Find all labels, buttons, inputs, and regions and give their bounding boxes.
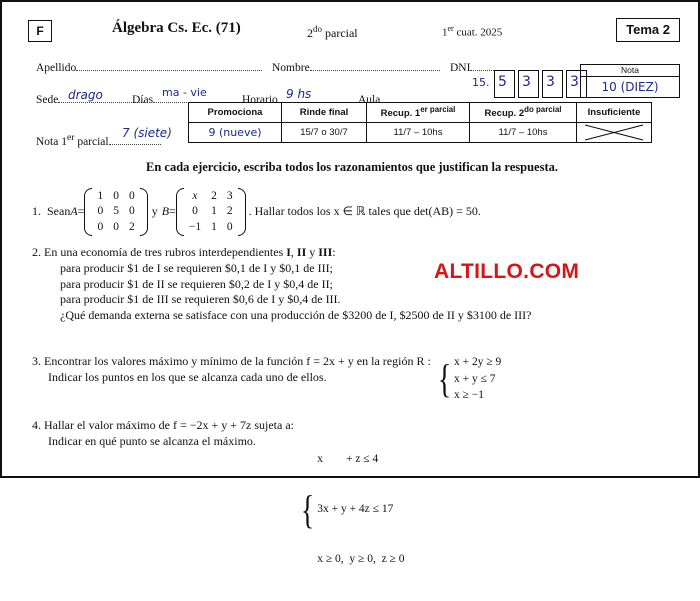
cross-out-icon xyxy=(577,123,651,142)
constraint: x + z ≤ 4 xyxy=(317,453,379,466)
nota-primer-parcial-sup: er xyxy=(66,132,75,143)
table-header-row xyxy=(189,103,652,123)
constraint: x ≥ −1 xyxy=(454,389,485,402)
line1-end: : xyxy=(332,245,336,259)
th-recup-2 xyxy=(470,103,577,123)
horario-value-handwriting: 9 hs xyxy=(286,87,312,101)
exercise-2-number: 2. xyxy=(32,245,41,259)
constraint: x + y ≤ 7 xyxy=(454,372,496,385)
sep2: y xyxy=(306,245,319,259)
matrix-a-cell: 2 xyxy=(128,220,135,233)
nota-value: 10 (DIEZ) xyxy=(601,80,659,94)
matrix-b-cell: 1 xyxy=(211,205,217,218)
nota-primer-parcial-input[interactable] xyxy=(109,144,161,145)
matrix-a-cell: 0 xyxy=(128,205,135,218)
exercise-2-line2: para producir $1 de I se requieren $0,1 de I y $0,1 de III; xyxy=(60,260,333,275)
exercise-4-line2: Indicar en qué punto se alcanza el máximo. xyxy=(48,433,256,448)
term-number: 1 xyxy=(442,26,448,39)
exercise-1-mid: y xyxy=(151,204,158,219)
exercise-4-line1-text: Hallar el valor máximo de f = −2x + y + 7z sujeta a: xyxy=(44,418,294,432)
exercise-2-line5: ¿Qué demanda externa se satisface con una producción de $3200 de I, $2500 de II y $3100 de III? xyxy=(60,308,532,323)
tema-label: Tema 2 xyxy=(626,22,670,37)
matrix-b-left-paren xyxy=(176,188,184,236)
matrix-b-body xyxy=(184,189,238,235)
matrix-a-right-paren xyxy=(140,188,148,236)
th-recup-1-sup: er parcial xyxy=(420,105,456,115)
exercise-1-eq1: = xyxy=(77,204,85,219)
matrix-b-cell: 0 xyxy=(192,205,198,218)
exercise-1-tail: . Hallar todos los x ∈ ℝ tales que det(AB) = 50. xyxy=(248,204,481,219)
dni-digit-value: 5 xyxy=(498,74,507,90)
nombre-input[interactable] xyxy=(310,70,440,71)
dni-dots xyxy=(470,70,496,71)
dni-field xyxy=(450,62,496,74)
th-recup-2-text: Recup. 2 xyxy=(484,108,525,120)
matrix-a-left-paren xyxy=(84,188,92,236)
dni-digit-cell[interactable] xyxy=(542,70,563,98)
exercise-4-number: 4. xyxy=(32,418,41,432)
exercise-4-brace: { xyxy=(300,487,315,533)
page-title: Álgebra Cs. Ec. (71) xyxy=(112,20,241,36)
nombre-label: Nombre xyxy=(272,62,310,74)
nombre-field xyxy=(272,62,440,74)
form-code-box xyxy=(28,20,52,42)
matrix-a xyxy=(84,188,147,236)
th-rinde-final: Rinde final xyxy=(282,103,367,123)
dni-label: DNI xyxy=(450,62,471,74)
matrix-a-cell: 0 xyxy=(128,190,135,203)
watermark: ALTILLO.COM xyxy=(434,260,580,283)
table-row xyxy=(189,123,652,143)
nota-primer-parcial-handwriting: 7 (siete) xyxy=(122,126,172,140)
nota-box xyxy=(580,64,680,98)
exam-number: 2 xyxy=(307,26,313,40)
matrix-a-cell: 0 xyxy=(113,220,119,233)
exercise-1-matrix-b-label: B xyxy=(161,204,170,219)
matrix-b xyxy=(176,188,246,236)
sep1: , xyxy=(290,245,297,259)
td-insuficiente[interactable] xyxy=(577,123,652,143)
exercise-2-line1-pre: En una economía de tres rubros interdependientes xyxy=(44,245,287,259)
matrix-a-cell: 0 xyxy=(97,205,104,218)
apellido-input[interactable] xyxy=(76,70,262,71)
exercise-1 xyxy=(32,188,672,236)
apellido-field xyxy=(36,62,262,74)
sede-label: Sede xyxy=(36,94,59,106)
matrix-b-cell: 2 xyxy=(226,205,233,218)
dni-digit-boxes[interactable] xyxy=(494,70,587,98)
grade-table xyxy=(188,102,652,143)
dni-digit-value: 3 xyxy=(546,74,555,90)
exercise-1-eq2: = xyxy=(169,204,176,219)
apellido-label: Apellido xyxy=(36,62,77,74)
exercise-3-number: 3. xyxy=(32,354,41,368)
exam-number-sup: do xyxy=(313,24,322,34)
exercise-3-line2: Indicar los puntos en los que se alcanza cada uno de ellos. xyxy=(48,369,327,384)
exercise-2-line3: para producir $1 de II se requieren $0,2 de I y $0,4 de II; xyxy=(60,276,333,291)
th-insuficiente: Insuficiente xyxy=(577,103,652,123)
instruction-text: En cada ejercicio, escriba todos los razonamientos que justifican la respuesta. xyxy=(145,160,558,174)
dias-label: Días xyxy=(132,94,154,106)
td-promociona[interactable] xyxy=(189,123,282,143)
exercise-1-matrix-a-label: A xyxy=(70,204,78,219)
matrix-b-cell: 3 xyxy=(226,190,233,203)
td-rinde-final[interactable]: 15/7 o 30/7 xyxy=(282,123,367,143)
exercise-2-line4: para producir $1 de III se requieren $0,6 de I y $0,4 de III. xyxy=(60,292,341,307)
dias-value-handwriting: ma - vie xyxy=(162,86,207,99)
exercise-4-system xyxy=(317,418,404,601)
nota-caption: Nota xyxy=(581,65,679,77)
term-label xyxy=(442,24,502,39)
constraint: x ≥ 0, y ≥ 0, z ≥ 0 xyxy=(317,553,405,566)
exercise-4 xyxy=(32,418,682,601)
exercise-3-brace: { xyxy=(437,356,452,402)
nota-primer-parcial-label: Nota 1 xyxy=(36,135,67,148)
exercise-2 xyxy=(32,245,682,324)
matrix-b-cell: 0 xyxy=(226,220,233,233)
exercise-1-number: 1. xyxy=(32,204,41,219)
form-code-label: F xyxy=(36,24,44,38)
matrix-b-cell: −1 xyxy=(188,220,202,233)
exercise-3-system xyxy=(454,354,501,404)
th-recup-1 xyxy=(367,103,470,123)
rubro-I: I xyxy=(286,245,291,259)
matrix-a-body xyxy=(92,189,139,235)
dni-digit-value: 3 xyxy=(522,74,531,90)
matrix-a-cell: 0 xyxy=(97,220,104,233)
exercise-2-line1 xyxy=(32,245,682,261)
matrix-a-cell: 1 xyxy=(97,190,104,203)
dni-digit-cell[interactable] xyxy=(518,70,539,98)
term-rest: cuat. 2025 xyxy=(453,26,503,39)
exercise-1-lead: Sean xyxy=(47,204,71,219)
aula-label: Aula xyxy=(358,94,381,106)
dni-digit-value: 3 xyxy=(570,74,579,90)
term-number-sup: er xyxy=(447,24,454,33)
dni-prefix-handwriting: 15. xyxy=(472,76,490,89)
exercise-3-line1-text: Encontrar los valores máximo y mínimo de la función f = 2x + y en la región R : xyxy=(44,354,431,368)
matrix-b-cell: 1 xyxy=(211,220,217,233)
th-recup-2-sup: do parcial xyxy=(524,105,562,115)
rubro-II: II xyxy=(296,245,307,259)
matrix-b-right-paren xyxy=(238,188,246,236)
matrix-a-cell: 0 xyxy=(113,190,119,203)
matrix-b-cell: x xyxy=(192,190,198,203)
promociona-handwriting: 9 (nueve) xyxy=(208,126,262,139)
sede-value-handwriting: drago xyxy=(68,88,103,102)
matrix-a-cell: 5 xyxy=(113,205,119,218)
td-recup-1[interactable]: 11/7 – 10hs xyxy=(367,123,470,143)
exam-number-rest: parcial xyxy=(322,26,358,40)
exam-number-label xyxy=(307,24,358,41)
constraint: 3x + y + 4z ≤ 17 xyxy=(317,503,394,516)
dni-digit-cell[interactable] xyxy=(494,70,515,98)
rubro-III: III xyxy=(318,245,333,259)
horario-label: Horario xyxy=(242,94,278,106)
td-recup-2[interactable]: 11/7 – 10hs xyxy=(470,123,577,143)
matrix-b-cell: 2 xyxy=(211,190,217,203)
exercise-3-line1 xyxy=(32,354,431,370)
exercise-4-line1 xyxy=(32,418,294,434)
th-promociona: Promociona xyxy=(189,103,282,123)
constraint: x + 2y ≥ 9 xyxy=(454,356,502,368)
exercise-3 xyxy=(32,354,682,404)
tema-box xyxy=(616,18,680,42)
nota-primer-parcial-rest: parcial xyxy=(74,135,109,148)
th-recup-1-text: Recup. 1 xyxy=(380,108,421,120)
